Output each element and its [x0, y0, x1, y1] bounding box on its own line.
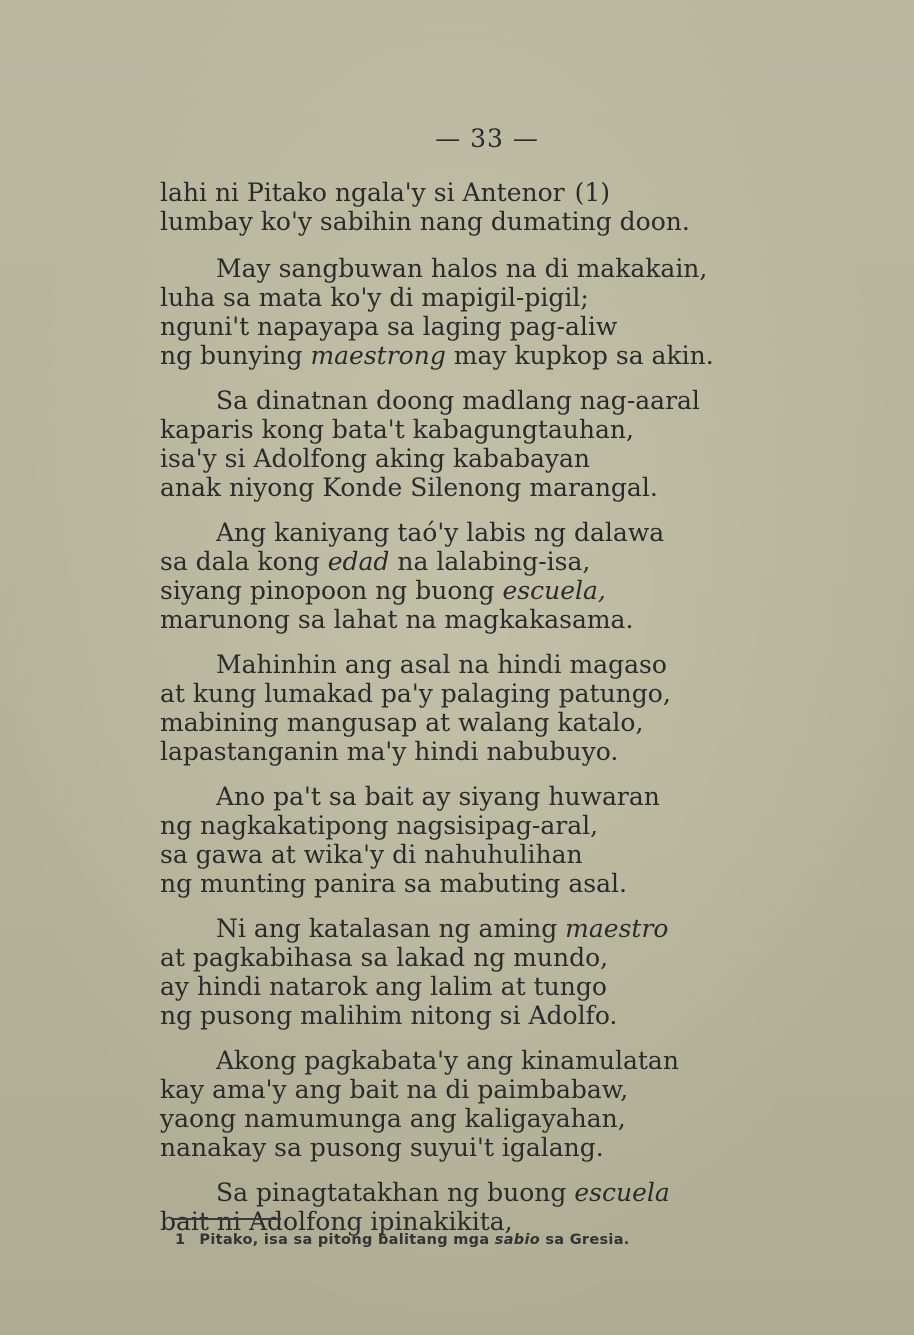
line-text: ng bunying [160, 341, 311, 370]
stanza [160, 914, 780, 1030]
footnote-segment: sa Gresia. [540, 1232, 630, 1248]
poem-line [160, 518, 780, 547]
stanza [160, 178, 780, 236]
line-text: isa'y si Adolfong aking kababayan [160, 444, 591, 473]
footnote-reference: (1) [574, 178, 611, 207]
line-text: ng nagkakatipong nagsisipag-aral, [160, 811, 599, 840]
poem-body [160, 178, 780, 1252]
line-text: luha sa mata ko'y di mapigil-pigil; [160, 283, 589, 312]
poem-line [160, 605, 780, 634]
poem-line [160, 782, 780, 811]
poem-line [160, 473, 780, 502]
poem-line [160, 737, 780, 766]
line-text: lapastanganin ma'y hindi nabubuyo. [160, 737, 619, 766]
line-text: siyang pinopoon ng buong [160, 576, 503, 605]
footnote-segment: Pitako, isa sa pitong balitang mga [199, 1232, 495, 1248]
poem-line [160, 943, 780, 972]
stanza [160, 650, 780, 766]
line-text: kay ama'y ang bait na di paimbabaw, [160, 1075, 629, 1104]
line-text: ng pusong malihim nitong si Adolfo. [160, 1001, 618, 1030]
line-text: Sa pinagtatakhan ng buong [216, 1178, 575, 1207]
poem-line [160, 444, 780, 473]
poem-line [160, 207, 780, 236]
poem-line [160, 1046, 780, 1075]
poem-line [160, 840, 780, 869]
line-text: lahi ni Pitako ngala'y si Antenor [160, 178, 565, 207]
line-text: lumbay ko'y sabihin nang dumating doon. [160, 207, 690, 236]
poem-line [160, 972, 780, 1001]
line-text: Ni ang katalasan ng aming [216, 914, 566, 943]
line-text: at pagkabihasa sa lakad ng mundo, [160, 943, 609, 972]
line-text: ay hindi natarok ang lalim at tungo [160, 972, 607, 1001]
poem-line [160, 547, 780, 576]
line-text: May sangbuwan halos na di makakain, [216, 254, 708, 283]
poem-line [160, 312, 780, 341]
line-text: bait ni Adolfong ipinakikita, [160, 1207, 513, 1236]
stanza [160, 1046, 780, 1162]
italic-word: escuela [574, 1178, 670, 1207]
line-text: ng munting panira sa mabuting asal. [160, 869, 627, 898]
line-text: marunong sa lahat na magkakasama. [160, 605, 634, 634]
poem-line [160, 341, 780, 370]
line-text: Akong pagkabata'y ang kinamulatan [216, 1046, 679, 1075]
page-number: — 33 — [435, 124, 539, 153]
poem-line [160, 283, 780, 312]
poem-line [160, 708, 780, 737]
poem-line [160, 254, 780, 283]
stanza [160, 386, 780, 502]
poem-line [160, 576, 780, 605]
poem-line [160, 914, 780, 943]
footnote-italic-word: sabio [494, 1232, 540, 1248]
stanza [160, 254, 780, 370]
poem-line [160, 386, 780, 415]
poem-line [160, 1178, 780, 1207]
footnote-rule [173, 1218, 281, 1220]
line-text: Sa dinatnan doong madlang nag-aaral [216, 386, 700, 415]
stanza [160, 1178, 780, 1236]
line-text: Ang kaniyang taó'y labis ng dalawa [216, 518, 665, 547]
poem-line [160, 811, 780, 840]
stanza [160, 518, 780, 634]
italic-word: edad [327, 547, 390, 576]
line-text: sa gawa at wika'y di nahuhulihan [160, 840, 583, 869]
line-text: anak niyong Konde Silenong marangal. [160, 473, 658, 502]
line-text: Ano pa't sa bait ay siyang huwaran [216, 782, 660, 811]
footnote [175, 1232, 630, 1248]
stanza [160, 782, 780, 898]
italic-word: maestrong [310, 341, 446, 370]
line-text: Mahinhin ang asal na hindi magaso [216, 650, 667, 679]
line-text: at kung lumakad pa'y palaging patungo, [160, 679, 671, 708]
poem-line [160, 650, 780, 679]
italic-word: escuela, [502, 576, 606, 605]
line-text: nguni't napayapa sa laging pag-aliw [160, 312, 618, 341]
line-text: kaparis kong bata't kabagungtauhan, [160, 415, 634, 444]
poem-line [160, 869, 780, 898]
line-text: sa dala kong [160, 547, 328, 576]
line-text: may kupkop sa akin. [445, 341, 714, 370]
poem-line [160, 1075, 780, 1104]
poem-line [160, 1133, 780, 1162]
poem-line [160, 415, 780, 444]
line-text: mabining mangusap at walang katalo, [160, 708, 644, 737]
poem-line [160, 1104, 780, 1133]
poem-line [160, 1001, 780, 1030]
line-text: nanakay sa pusong suyui't igalang. [160, 1133, 604, 1162]
poem-line [160, 178, 780, 207]
line-text: yaong namumunga ang kaligayahan, [160, 1104, 626, 1133]
poem-line [160, 679, 780, 708]
footnote-text [199, 1232, 629, 1248]
footnote-number: 1 [175, 1232, 186, 1248]
italic-word: maestro [565, 914, 669, 943]
line-text: na lalabing-isa, [389, 547, 591, 576]
